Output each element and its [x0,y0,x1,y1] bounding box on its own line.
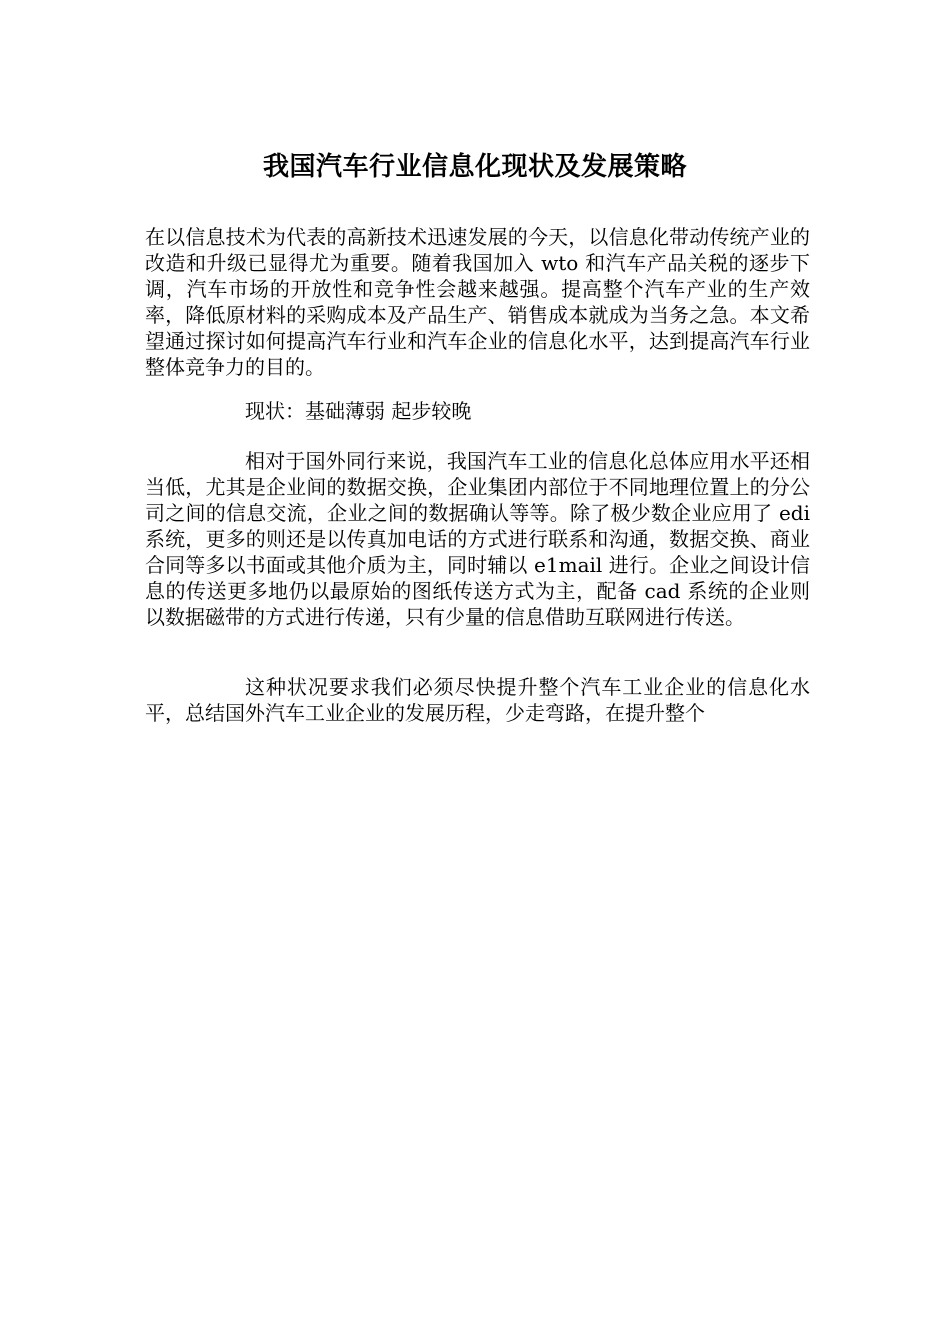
intro-paragraph: 在以信息技术为代表的高新技术迅速发展的今天，以信息化带动传统产业的改造和升级已显得尤为重要。随着我国加入 wto 和汽车产品关税的逐步下调，汽车市场的开放性和竞争性会越来越强。提高整个汽车产业的生产效率，降低原材料的采购成本及产品生产、销售成本就成为当务之急。本文希望通过探讨如何提高汽车行业和汽车企业的信息化水平，达到提高汽车行业整体竞争力的目的。 [145,225,810,379]
requirement-paragraph: 这种状况要求我们必须尽快提升整个汽车工业企业的信息化水平，总结国外汽车工业企业的发展历程，少走弯路，在提升整个 [145,675,810,725]
section-heading-status: 现状：基础薄弱 起步较晚 [245,399,472,423]
document-title: 我国汽车行业信息化现状及发展策略 [262,152,687,183]
status-paragraph: 相对于国外同行来说，我国汽车工业的信息化总体应用水平还相当低，尤其是企业间的数据交换，企业集团内部位于不同地理位置上的分公司之间的信息交流，企业之间的数据确认等等。除了极少数企业应用了 edi 系统，更多的则还是以传真加电话的方式进行联系和沟通，数据交换、商业合同等多以书面或其他介质为主，同时辅以 e1mail 进行。企业之间设计信息的传送更多地仍以最原始的图纸传送方式为主，配备 cad 系统的企业则以数据磁带的方式进行传递，只有少量的信息借助互联网进行传送。 [145,449,810,629]
